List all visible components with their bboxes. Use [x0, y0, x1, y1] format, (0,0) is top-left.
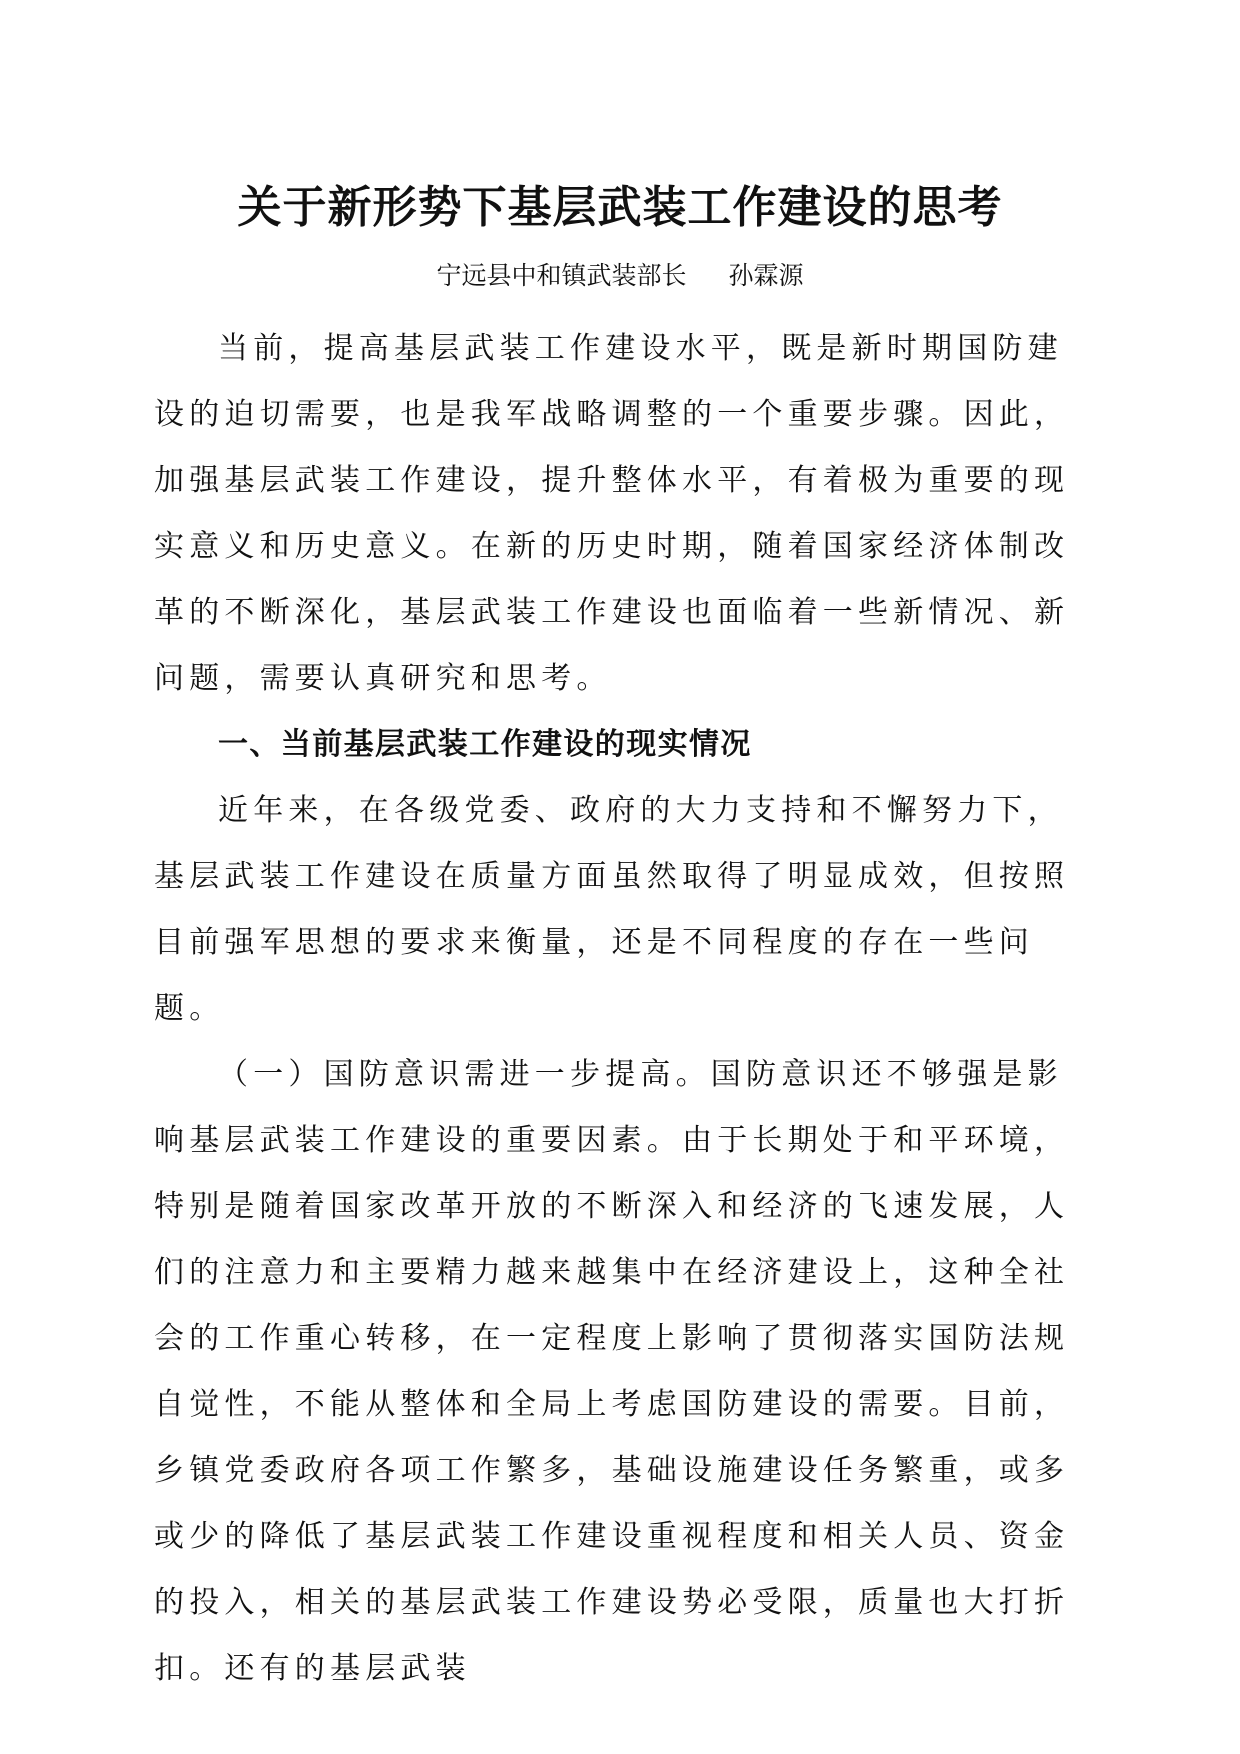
section-heading: 一、当前基层武装工作建设的现实情况 [218, 727, 752, 762]
author-organization: 宁远县中和镇武装部长 [436, 261, 687, 290]
subsection-paragraph: （一）国防意识需进一步提高。国防意识还不够强是影响基层武装工作建设的重要因素。由于长期处于和平环境，特别是随着国家改革开放的不断深入和经济的飞速发展，人们的注意力和主要精力越来越集中在经济建设上，这种全社会的工作重心转移，在一定程度上影响了贯彻落实国防法规自觉性，不能从整体和全局上考虑国防建设的需要。目前，乡镇党委政府各项工作繁多，基础设施建设任务繁重，或多或少的降低了基层武装工作建设重视程度和相关人员、资金的投入，相关的基层武装工作建设势必受限，质量也大打折扣。还有的基层武装 [154, 1057, 1070, 1686]
document-title: 关于新形势下基层武装工作建设的思考 [237, 182, 1003, 233]
intro-paragraph: 当前，提高基层武装工作建设水平，既是新时期国防建设的迫切需要，也是我军战略调整的一个重要步骤。因此，加强基层武装工作建设，提升整体水平，有着极为重要的现实意义和历史意义。在新的历史时期，随着国家经济体制改革的不断深化，基层武装工作建设也面临着一些新情况、新问题，需要认真研究和思考。 [154, 331, 1070, 696]
document-body [154, 316, 1084, 1702]
author-byline [150, 258, 1090, 294]
body-paragraph: 近年来，在各级党委、政府的大力支持和不懈努力下，基层武装工作建设在质量方面虽然取得了明显成效，但按照目前强军思想的要求来衡量，还是不同程度的存在一些问题。 [154, 793, 1070, 1026]
author-name: 孙霖源 [728, 261, 804, 290]
